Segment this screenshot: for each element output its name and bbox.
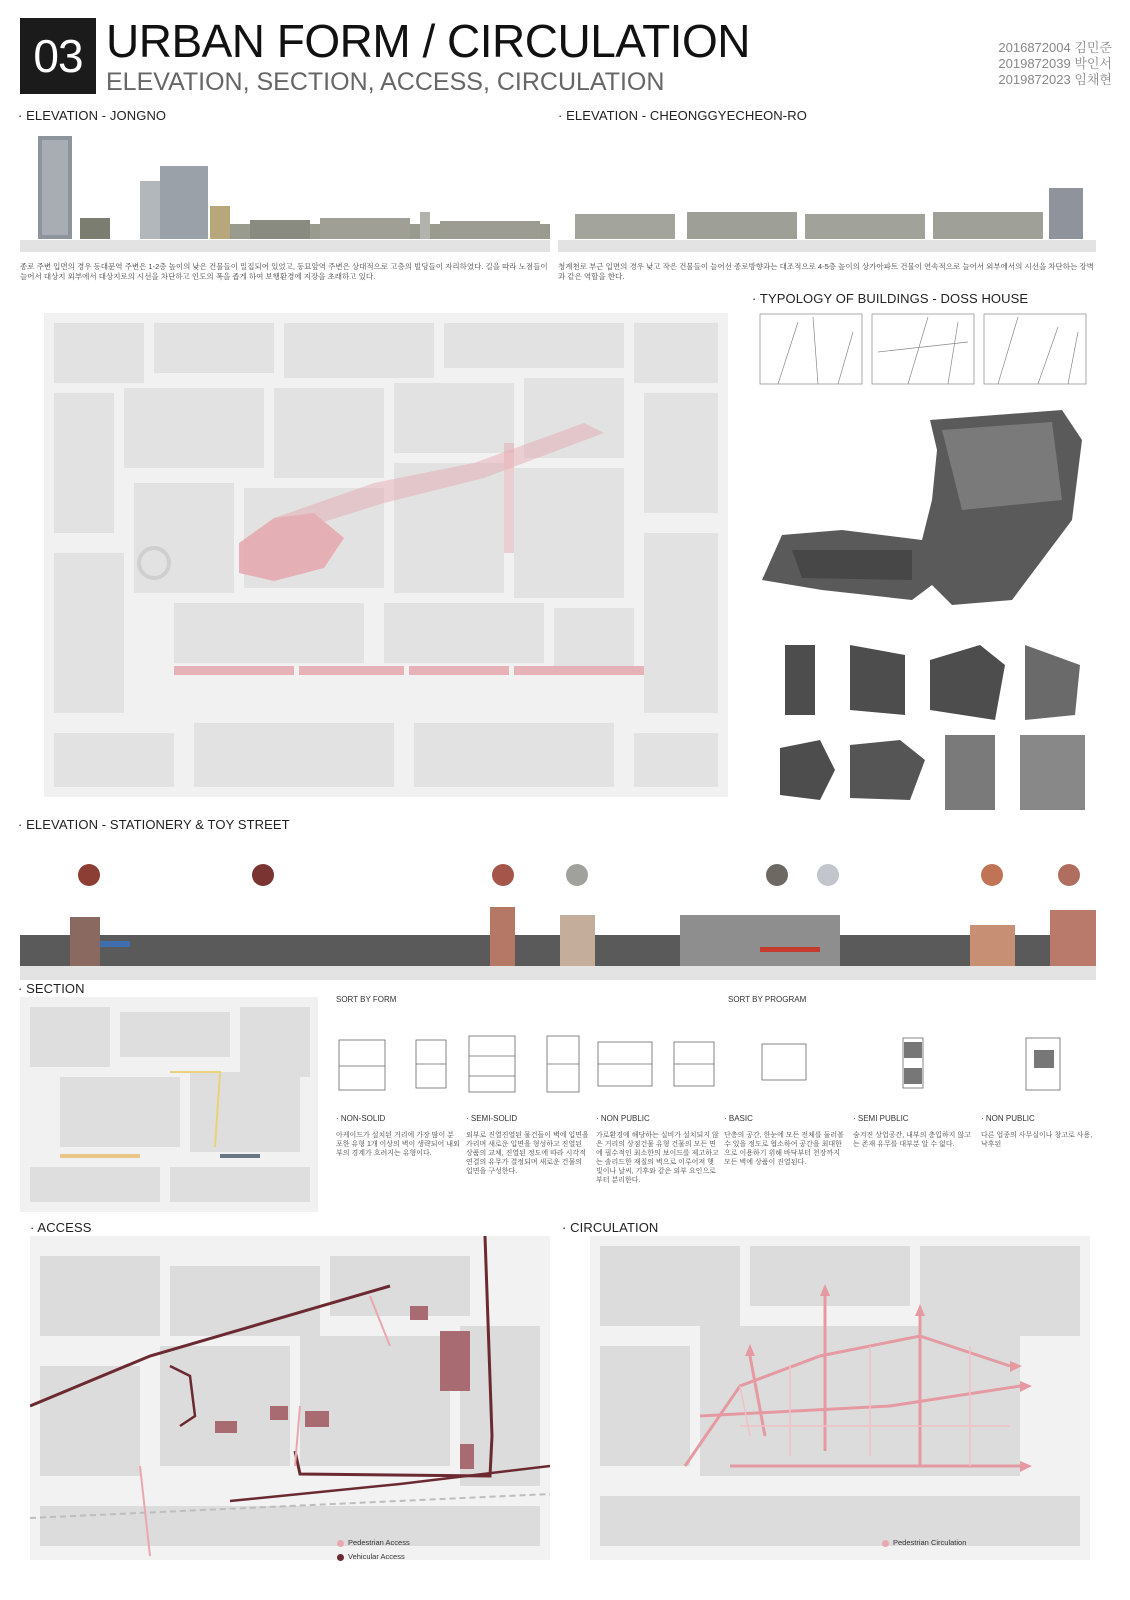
legend-pedestrian-circulation [882, 1538, 966, 1547]
doss-house-aerial [762, 410, 1088, 610]
elevation-jongno-image [20, 126, 550, 241]
category-label: · NON PUBLIC [981, 1114, 1035, 1123]
sort-by-program: SORT BY PROGRAM [728, 995, 807, 1004]
elevation-cheonggye-label: · ELEVATION - CHEONGGYECHEON-RO [558, 108, 807, 123]
page-subtitle: ELEVATION, SECTION, ACCESS, CIRCULATION [106, 68, 665, 96]
typology-label: · TYPOLOGY OF BUILDINGS - DOSS HOUSE [752, 291, 1029, 306]
authors [998, 40, 1112, 88]
category-note [853, 1114, 977, 1149]
category-text: 가로환경에 해당하는 실비가 설치되지 않은 거리의 상점건물 유형 건물의 모든 면에 필수적인 최소한의 보이드를 제고하고는 솔리드한 재질의 벽으로 이루어져 햇빛이나 날씨, 기후와 같은 외부 요인으로부터 분리한다. [596, 1132, 719, 1184]
doss-house-photos [780, 640, 1090, 815]
category-note [596, 1114, 720, 1185]
category-note [724, 1114, 848, 1167]
ground-bar [20, 240, 550, 252]
legend-text: Pedestrian Access [348, 1538, 410, 1547]
category-label: · NON PUBLIC [596, 1114, 650, 1123]
elevation-toy-label: · ELEVATION - STATIONERY & TOY STREET [18, 817, 290, 832]
cheonggye-description: 청계천로 부근 입면의 경우 낮고 작은 건물들이 늘어선 종로방향과는 대조적으로 4-5층 높이의 상가아파트 건물이 연속적으로 늘어서 외부에서의 시선을 차단하는 장벽과 같은 역할을 한다. [558, 262, 1094, 281]
category-text: 단층의 공간, 한눈에 모든 전체를 둘러볼 수 있을 정도로 협소하여 공간을 최대한으로 이용하기 위해 바닥부터 천장까지 모든 벽에 상품이 진열된다. [724, 1132, 844, 1166]
sort-by-form: SORT BY FORM [336, 995, 397, 1004]
category-label: · NON-SOLID [336, 1114, 386, 1123]
section-number: 03 [20, 18, 96, 94]
category-text: 숨겨진 상업공간, 내부의 층입하지 않고는 존재 유무를 대부분 알 수 없다. [853, 1132, 971, 1148]
section-category-notes [336, 1114, 1096, 1204]
section-diagrams [336, 1034, 1096, 1094]
access-map [30, 1236, 550, 1560]
pink-dot-icon [882, 1540, 889, 1547]
category-text: 외부로 진열진열된 물건들이 벽에 입면을 가리며 새로운 입면을 형성하고 진열된 상품의 교체, 진열된 정도에 따라 시각적 연결의 유무가 결정되며 새로운 건물의 입면을 구성한다. [466, 1132, 589, 1175]
category-label: · BASIC [724, 1114, 753, 1123]
ground-bar [558, 240, 1096, 252]
author: 2019872023 임채현 [998, 72, 1112, 87]
access-label: · ACCESS [30, 1220, 92, 1235]
category-label: · SEMI-SOLID [466, 1114, 518, 1123]
typology-sketches [758, 312, 1088, 386]
category-note [981, 1114, 1096, 1149]
category-text: 다른 업종의 사무실이나 창고로 사용, 낙후된 [981, 1132, 1093, 1148]
author: 2016872004 김민준 [998, 40, 1112, 55]
site-figure-ground-map [44, 313, 728, 797]
pink-dot-icon [337, 1540, 344, 1547]
section-map [20, 997, 318, 1212]
dark-red-dot-icon [337, 1554, 344, 1561]
elevation-jongno-label: · ELEVATION - JONGNO [18, 108, 167, 123]
legend-text: Pedestrian Circulation [893, 1538, 967, 1547]
elevation-toy-image [20, 855, 1096, 967]
legend-text: Vehicular Access [348, 1552, 405, 1561]
ground-bar [20, 966, 1096, 980]
category-note [336, 1114, 460, 1158]
legend-vehicular-access [337, 1552, 405, 1561]
author: 2019872039 박인서 [998, 56, 1112, 71]
legend-pedestrian-access [337, 1538, 410, 1547]
circulation-label: · CIRCULATION [562, 1220, 659, 1235]
category-note [466, 1114, 590, 1176]
section-label: · SECTION [18, 981, 85, 996]
circulation-map [590, 1236, 1090, 1560]
jongno-description: 종로 주변 입면의 경우 동대문역 주변은 1-2층 높이의 낮은 건물들이 밀집되어 있었고, 동묘앞역 주변은 상대적으로 고층의 빌딩들이 자리하였다. 길을 따라 노점들이 늘어서 대상지 외부에서 대상지로의 시선을 차단하고 인도의 폭을 좁게 하여 보행환경에 지장을 초래하고 있다. [20, 262, 548, 281]
page-title: URBAN FORM / CIRCULATION [106, 15, 750, 67]
elevation-cheonggye-image [575, 126, 1085, 241]
category-text: 아케이드가 설치된 거리에 가장 많이 분포한 유형 1개 이상의 벽이 생략되어 내외부의 경계가 흐려지는 유형이다. [336, 1132, 460, 1157]
category-label: · SEMI PUBLIC [853, 1114, 909, 1123]
